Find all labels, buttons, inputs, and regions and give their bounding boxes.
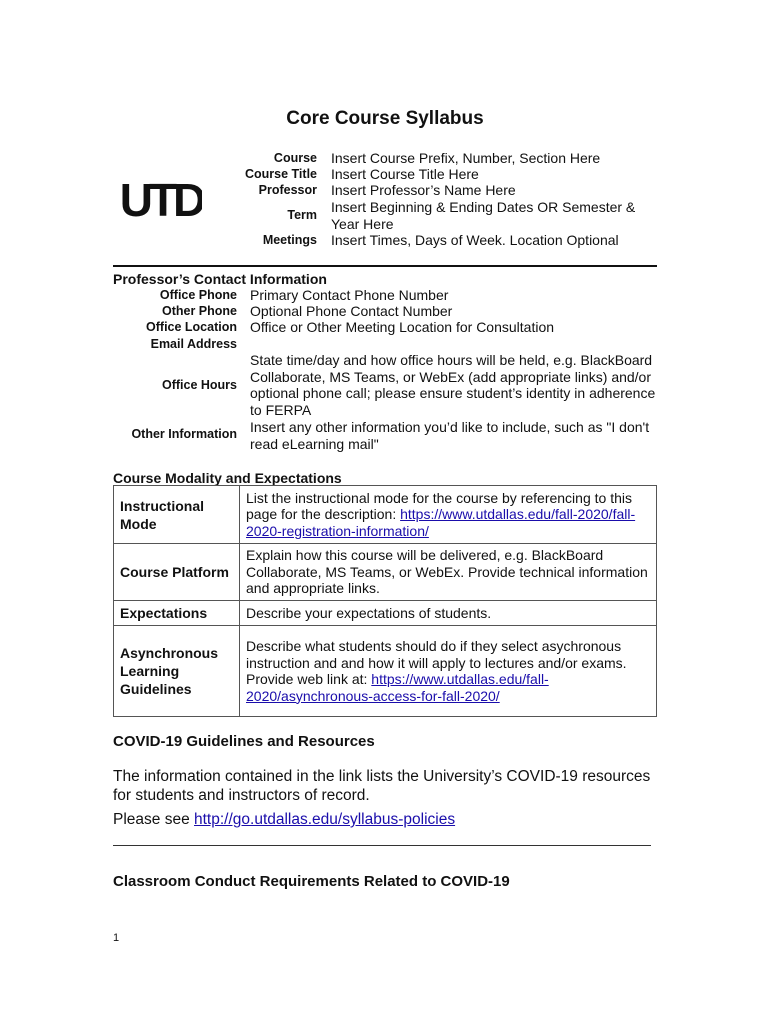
other-information-value: Insert any other information you’d like to include, such as "I don't read eLearning mail" — [250, 419, 650, 452]
covid-section-title: COVID-19 Guidelines and Resources — [113, 733, 375, 750]
async-guidelines-text: Describe what students should do if they select asychronous instruction and and how it will apply to lectures and/or exams. Provide web link at: — [246, 638, 627, 687]
section-divider — [113, 845, 651, 846]
modality-section-title: Course Modality and Expectations — [113, 470, 342, 486]
utd-logo-text: UTD — [120, 174, 202, 226]
async-access-link[interactable]: https://www.utdallas.edu/fall-2020/asynchronous-access-for-fall-2020/ — [246, 671, 549, 704]
async-guidelines-label: Asynchronous Learning Guidelines — [114, 626, 240, 717]
instructional-mode-label: Instructional Mode — [114, 486, 240, 544]
expectations-label: Expectations — [114, 601, 240, 626]
page-title: Core Course Syllabus — [286, 108, 484, 129]
conduct-section-title: Classroom Conduct Requirements Related to COVID-19 — [113, 873, 510, 890]
professor-value: Insert Professor’s Name Here — [331, 182, 516, 198]
instructional-mode-text: List the instructional mode for the course by referencing to this page for the description: — [246, 489, 632, 523]
other-information-label: Other Information — [131, 427, 237, 441]
page-number: 1 — [113, 932, 120, 944]
table-row — [114, 544, 657, 601]
meetings-value: Insert Times, Days of Week. Location Optional — [331, 232, 619, 248]
meetings-label: Meetings — [262, 233, 317, 247]
course-label: Course — [273, 151, 317, 165]
header-divider — [113, 265, 657, 267]
term-value: Insert Beginning & Ending Dates OR Semester & Year Here — [331, 199, 636, 232]
table-row — [114, 601, 657, 626]
term-label: Term — [287, 208, 317, 222]
office-hours-value: State time/day and how office hours will be held, e.g. BlackBoard Collaborate, MS Teams, or WebEx (add appropriate links) and/or optional phone call; please ensure student’s identity in adherence to FERPA — [250, 352, 656, 418]
course-platform-label: Course Platform — [114, 544, 240, 601]
course-value: Insert Course Prefix, Number, Section Here — [331, 150, 601, 166]
covid-paragraph: The information contained in the link lists the University’s COVID-19 resources for students and instructors of record. — [113, 768, 651, 804]
modality-table — [113, 485, 657, 717]
course-platform-text: Explain how this course will be delivered, e.g. BlackBoard Collaborate, MS Teams, or WebEx. Provide technical information and appropriate links. — [240, 544, 657, 601]
table-row — [114, 486, 657, 544]
please-see-text: Please see — [113, 811, 194, 828]
office-location-value: Office or Other Meeting Location for Consultation — [250, 319, 555, 335]
email-address-label: Email Address — [150, 337, 237, 351]
registration-info-link[interactable]: https://www.utdallas.edu/fall-2020/fall-2020-registration-information/ — [246, 506, 636, 539]
professor-label: Professor — [258, 183, 317, 197]
office-phone-label: Office Phone — [159, 288, 237, 302]
office-hours-label: Office Hours — [161, 378, 237, 392]
other-phone-value: Optional Phone Contact Number — [250, 303, 453, 319]
office-phone-value: Primary Contact Phone Number — [250, 287, 449, 303]
expectations-text: Describe your expectations of students. — [240, 601, 657, 626]
course-title-value: Insert Course Title Here — [331, 166, 479, 182]
course-title-label: Course Title — [244, 167, 317, 181]
other-phone-label: Other Phone — [161, 304, 237, 318]
contact-section-title: Professor’s Contact Information — [113, 271, 327, 287]
table-row — [114, 626, 657, 717]
utd-logo — [120, 154, 202, 234]
instructional-mode-cell — [240, 486, 657, 544]
syllabus-policies-link[interactable]: http://go.utdallas.edu/syllabus-policies — [194, 811, 456, 828]
office-location-label: Office Location — [146, 320, 237, 334]
async-guidelines-cell — [240, 626, 657, 717]
please-see-line — [113, 811, 455, 829]
